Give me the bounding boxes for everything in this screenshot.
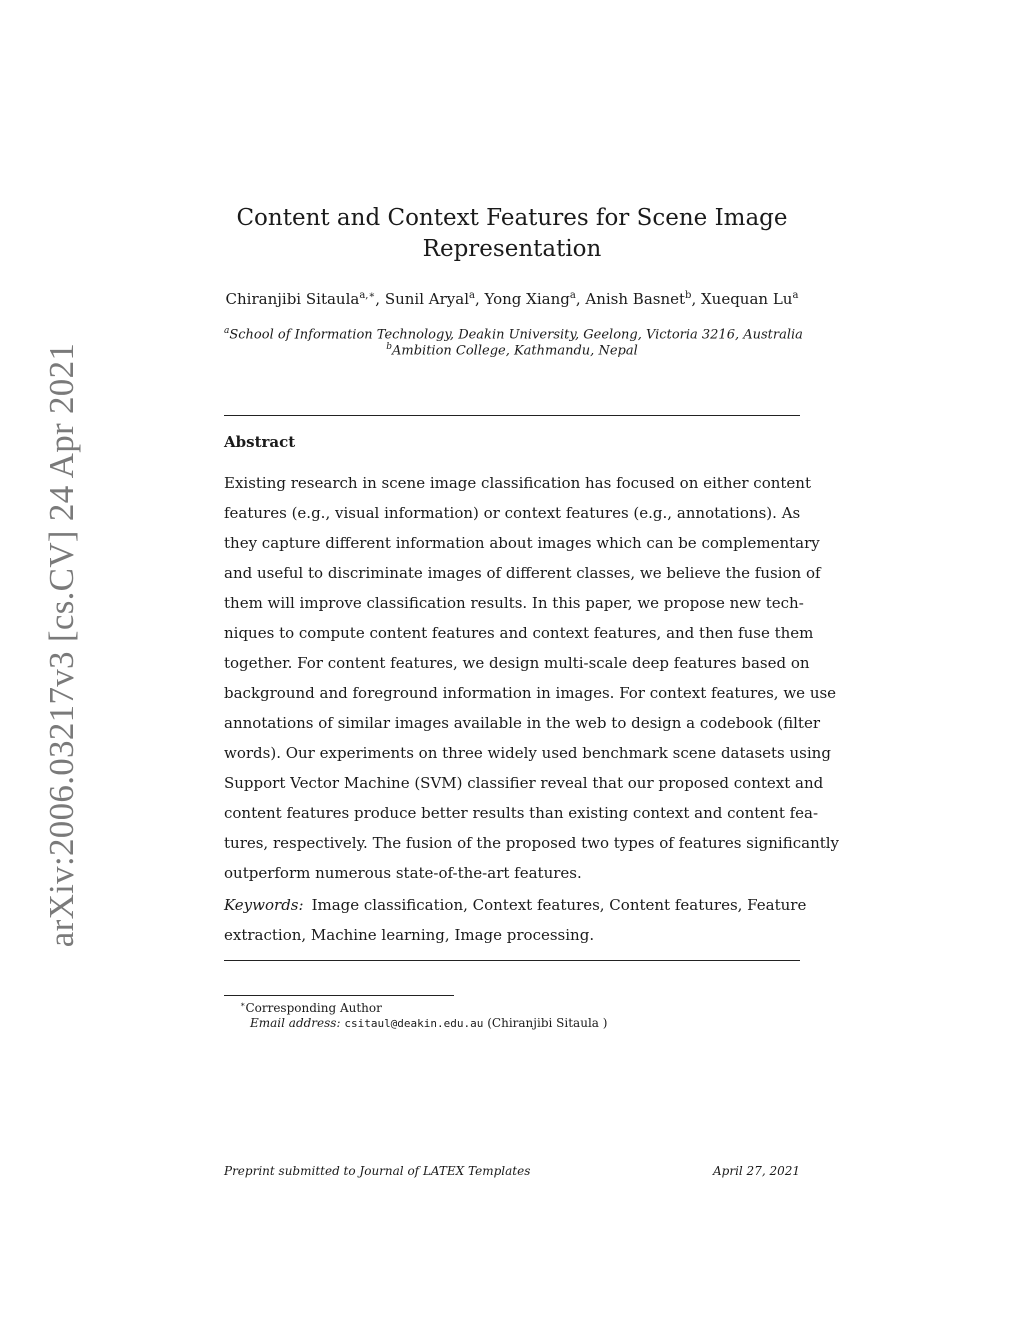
author: Anish Basnet$^b$ [585, 290, 692, 308]
abstract-line: and useful to discriminate images of different classes, we believe the fusion of [224, 564, 821, 582]
email-link[interactable]: csitaul@deakin.edu.au [344, 1017, 484, 1030]
preprint-date: April 27, 2021 [712, 1164, 800, 1178]
email-note: Email address: csitaul@deakin.edu.au (Chiranjibi Sitaula ) [250, 1016, 608, 1030]
abstract-line: features (e.g., visual information) or context features (e.g., annotations). As [224, 504, 801, 522]
author: Chiranjibi Sitaula$^{a,∗}$ [225, 290, 376, 308]
title-line-2: Representation [422, 236, 602, 262]
abstract-line: niques to compute content features and context features, and then fuse them [224, 624, 814, 642]
abstract-line: words). Our experiments on three widely used benchmark scene datasets using [224, 744, 831, 762]
abstract-bottom-rule [224, 960, 800, 961]
preprint-note: Preprint submitted to Journal of LATEX Templates [224, 1164, 531, 1178]
keywords-label: Keywords: [224, 896, 304, 914]
abstract-top-rule [224, 415, 800, 416]
arxiv-identifier: arXiv:2006.03217v3 [cs.CV] 24 Apr 2021 [42, 342, 81, 948]
author-list: Chiranjibi Sitaula$^{a,∗}$, Sunil Aryal$^a$, Yong Xiang$^a$, Anish Basnet$^b$, Xuequan Lu$^a$ [225, 290, 799, 308]
author: Xuequan Lu$^a$ [700, 290, 799, 308]
abstract-line: annotations of similar images available in the web to design a codebook (filter [224, 714, 820, 732]
affiliation-b: $^b$Ambition College, Kathmandu, Nepal [386, 342, 638, 359]
author: Sunil Aryal$^a$ [384, 290, 475, 308]
abstract-line: tures, respectively. The fusion of the proposed two types of features significantly [224, 834, 840, 852]
affiliation-a: $^a$School of Information Technology, Deakin University, Geelong, Victoria 3216, Australia [224, 326, 803, 343]
abstract-line: together. For content features, we design multi-scale deep features based on [224, 654, 810, 672]
abstract-line: outperform numerous state-of-the-art features. [224, 864, 582, 882]
abstract-line: they capture different information about images which can be complementary [224, 534, 820, 552]
title-line-1: Content and Context Features for Scene Image [236, 205, 788, 231]
keywords-line-1: Keywords: Image classification, Context features, Content features, Feature [224, 896, 807, 914]
abstract-line: Existing research in scene image classification has focused on either content [224, 474, 811, 492]
keywords-line-2: extraction, Machine learning, Image processing. [224, 926, 595, 944]
author: Yong Xiang$^a$ [484, 290, 576, 308]
abstract-heading: Abstract [224, 433, 296, 451]
paper-title [224, 203, 800, 265]
corresponding-author-note: ∗Corresponding Author [240, 1000, 382, 1015]
abstract-line: content features produce better results than existing context and content fea- [224, 804, 819, 822]
abstract-line: background and foreground information in images. For context features, we use [224, 684, 837, 702]
abstract-line: Support Vector Machine (SVM) classifier reveal that our proposed context and [224, 774, 824, 792]
footnote-rule [224, 995, 454, 996]
abstract-line: them will improve classification results. In this paper, we propose new tech- [224, 594, 804, 612]
